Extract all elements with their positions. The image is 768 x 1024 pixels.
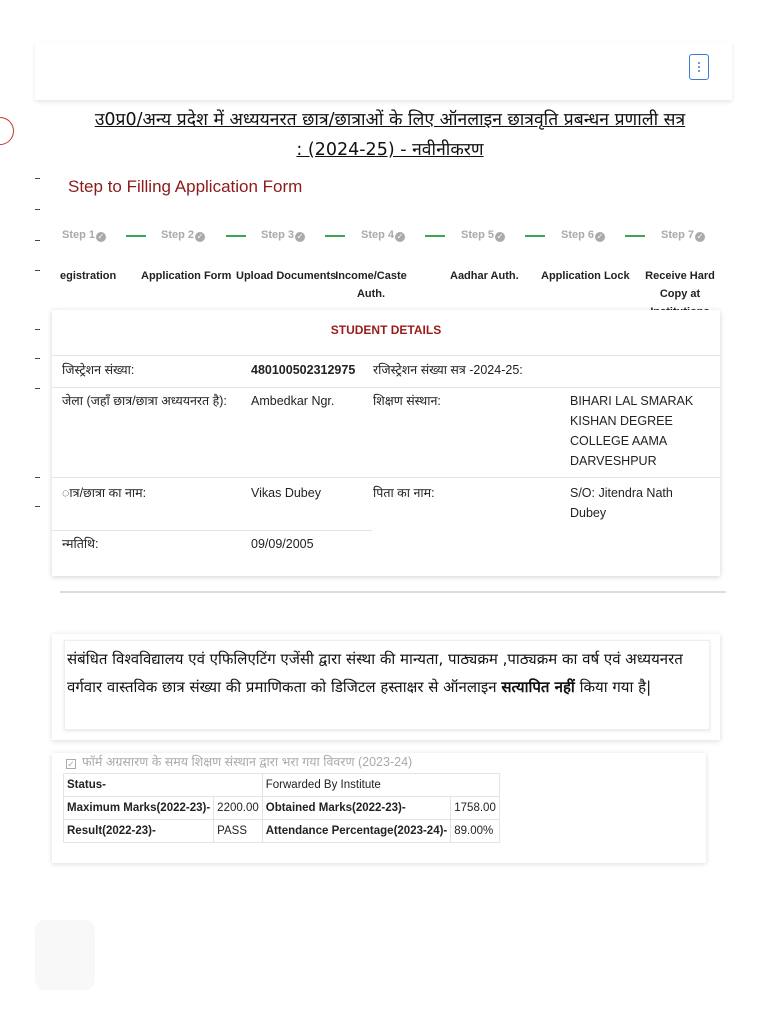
registration-value: 480100502312975 <box>251 363 356 377</box>
status-value: Forwarded By Institute <box>262 774 499 797</box>
step-2-name: Application Form <box>141 270 232 282</box>
notice-bold-text: सत्यापित नहीं <box>501 678 575 696</box>
obtained-marks-value: 1758.00 <box>451 797 500 820</box>
sidebar-dash <box>35 388 40 389</box>
step-4 <box>361 229 405 242</box>
step-connector <box>226 235 246 237</box>
attendance-label: Attendance Percentage(2023-24)- <box>262 820 451 843</box>
max-marks-label: Maximum Marks(2022-23)- <box>64 797 214 820</box>
step-6-label: Step 6 <box>561 229 595 241</box>
step-7 <box>661 229 705 242</box>
max-marks-value: 2200.00 <box>214 797 263 820</box>
steps-section-title: Step to Filling Application Form <box>68 177 303 196</box>
step-connector <box>625 235 645 237</box>
background-shape <box>35 920 95 990</box>
forwarding-title <box>66 753 412 770</box>
status-label: Status- <box>64 774 263 797</box>
check-circle-icon: ✓ <box>396 232 404 241</box>
student-name-label: ात्र/छात्रा का नाम: <box>62 486 147 500</box>
step-4-label: Step 4 <box>361 229 395 241</box>
check-circle-icon: ✓ <box>696 232 704 241</box>
step-connector <box>126 235 146 237</box>
check-circle-icon: ✓ <box>596 232 604 241</box>
step-5-name: Aadhar Auth. <box>450 270 519 282</box>
step-1 <box>62 229 106 242</box>
table-row <box>64 774 500 797</box>
step-3 <box>261 229 305 242</box>
check-circle-icon: ✓ <box>196 232 204 241</box>
page-title-line1: उ0प्र0/अन्य प्रदेश में अध्ययनरत छात्र/छात्राओं के लिए ऑनलाइन छात्रवृति प्रबन्धन प्रणाली सत्र <box>94 110 686 130</box>
district-value: Ambedkar Ngr. <box>251 394 335 408</box>
divider <box>52 387 720 388</box>
step-1-label: Step 1 <box>62 229 96 241</box>
sidebar-dash <box>35 329 40 330</box>
top-bar <box>35 42 732 100</box>
sidebar-dash <box>35 358 40 359</box>
sidebar-dash <box>35 240 40 241</box>
sidebar-dash <box>35 178 40 179</box>
page-title-line2: : (2024-25) - नवीनीकरण <box>296 140 484 160</box>
check-circle-icon: ✓ <box>97 232 105 241</box>
student-details-card <box>52 310 720 576</box>
father-name-label: पिता का नाम: <box>373 486 435 500</box>
forwarding-details-card <box>52 753 706 863</box>
step-connector <box>325 235 345 237</box>
institution-label: शिक्षण संस्थान: <box>373 394 441 408</box>
divider <box>52 477 720 478</box>
sidebar-dash <box>35 506 40 507</box>
step-3-name: Upload Documents <box>236 270 337 282</box>
obtained-marks-label: Obtained Marks(2022-23)- <box>262 797 451 820</box>
step-7-label: Step 7 <box>661 229 695 241</box>
kebab-menu-icon[interactable] <box>689 54 709 80</box>
forwarding-table <box>63 773 500 843</box>
sidebar-dash <box>35 477 40 478</box>
result-value: PASS <box>214 820 263 843</box>
sidebar-dash <box>35 270 40 271</box>
step-1-name: egistration <box>60 270 117 282</box>
section-divider <box>60 591 726 593</box>
registration-session-label: रजिस्ट्रेशन संख्या सत्र -2024-25: <box>373 363 523 377</box>
step-6 <box>561 229 605 242</box>
page-title <box>60 105 720 165</box>
dob-value: 09/09/2005 <box>251 537 314 551</box>
step-7-name: Receive Hard Copy at <box>645 270 715 300</box>
registration-label: जिस्ट्रेशन संख्या: <box>62 363 135 377</box>
district-label: जेला (जहाँ छात्र/छात्रा अध्ययनरत है): <box>62 394 227 408</box>
divider <box>52 530 372 531</box>
step-2 <box>161 229 205 242</box>
table-row <box>64 820 500 843</box>
dob-label: न्मतिथि: <box>62 537 99 551</box>
step-2-label: Step 2 <box>161 229 195 241</box>
institution-value: BIHARI LAL SMARAK KISHAN DEGREE COLLEGE AAMA DARVESHPUR <box>570 394 694 468</box>
step-5 <box>461 229 505 242</box>
result-label: Result(2022-23)- <box>64 820 214 843</box>
sidebar-dash <box>35 209 40 210</box>
forwarding-title-text: फॉर्म अग्रसारण के समय शिक्षण संस्थान द्वारा भरा गया विवरण (2023-24) <box>82 755 413 769</box>
attendance-value: 89.00% <box>451 820 500 843</box>
student-details-title: STUDENT DETAILS <box>330 323 442 337</box>
table-row <box>64 797 500 820</box>
verification-notice-text <box>67 645 707 701</box>
divider <box>52 355 720 356</box>
verification-notice <box>52 634 720 740</box>
step-3-label: Step 3 <box>261 229 295 241</box>
step-4-name: Income/Caste Auth. <box>335 270 407 300</box>
step-6-name: Application Lock <box>541 270 630 282</box>
checkbox-icon: ✓ <box>67 759 75 769</box>
step-5-label: Step 5 <box>461 229 495 241</box>
check-circle-icon: ✓ <box>496 232 504 241</box>
check-circle-icon: ✓ <box>296 232 304 241</box>
father-name-value: S/O: Jitendra Nath Dubey <box>570 486 673 520</box>
student-name-value: Vikas Dubey <box>251 486 321 500</box>
notice-text-part2: किया गया है| <box>579 678 652 696</box>
side-circle-icon[interactable] <box>0 117 14 145</box>
step-connector <box>425 235 445 237</box>
notice-text-part1: संबंधित विश्वविद्यालय एवं एफिलिएटिंग एजेंसी द्वारा संस्था की मान्यता, पाठ्यक्रम ,पाठ्यक्रम का वर्ष एवं अध्ययनरत वर्गवार वास्तविक छात्र संख्या की प्रमाणिकता को डिजिटल हस्ताक्षर से ऑनलाइन <box>67 650 683 696</box>
step-connector <box>525 235 545 237</box>
